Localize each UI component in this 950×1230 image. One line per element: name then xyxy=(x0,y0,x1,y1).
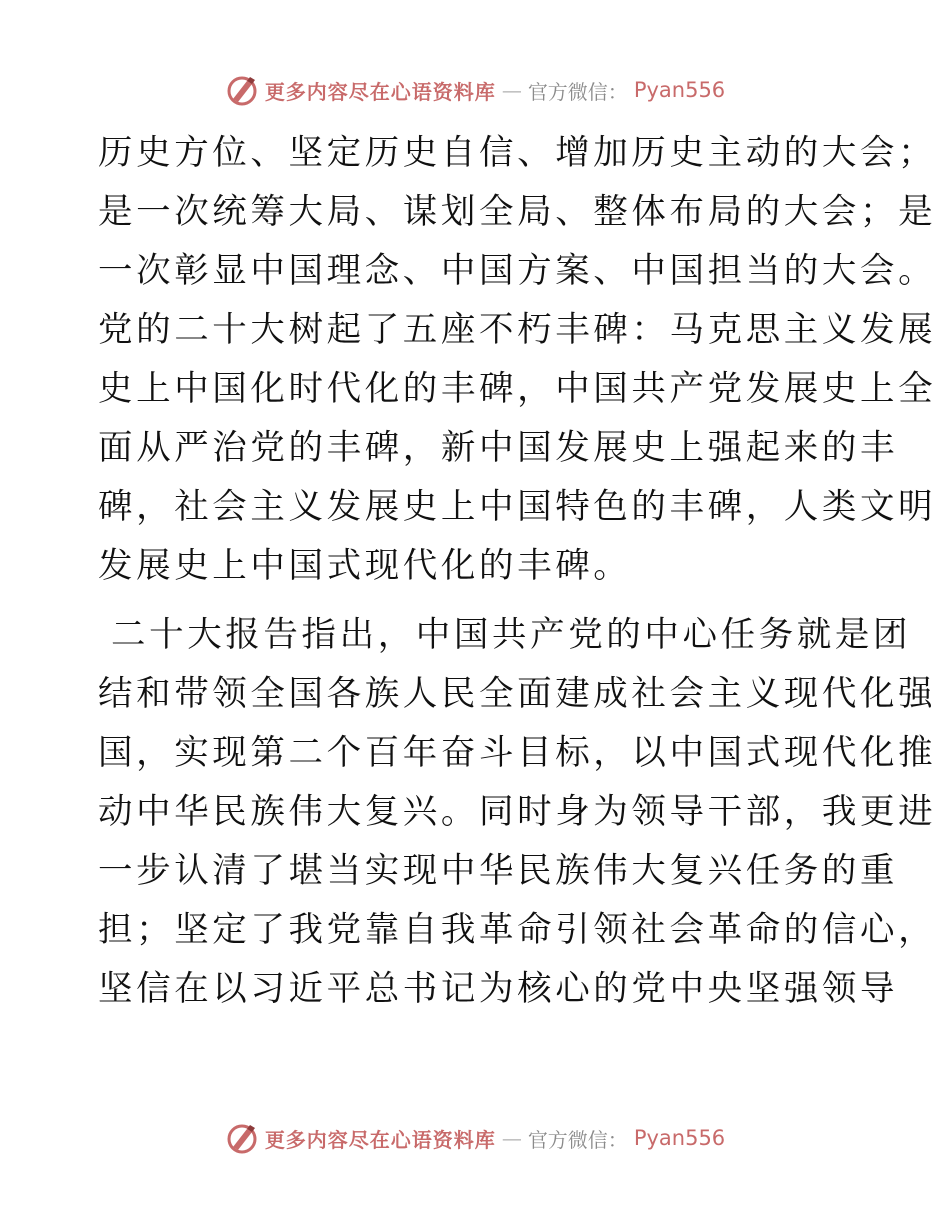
text-line: 碑，社会主义发展史上中国特色的丰碑，人类文明 xyxy=(98,487,937,527)
footer-site-text: 更多内容尽在心语资料库 xyxy=(264,1127,496,1152)
text-line: 坚信在以习近平总书记为核心的党中央坚强领导 xyxy=(98,969,899,1009)
text-line: 是一次统筹大局、谋划全局、整体布局的大会；是 xyxy=(98,192,937,232)
text-line: 一步认清了堪当实现中华民族伟大复兴任务的重 xyxy=(98,851,899,891)
document-body xyxy=(98,124,937,1019)
text-line: 党的二十大树起了五座不朽丰碑：马克思主义发展 xyxy=(98,310,937,350)
text-line: 史上中国化时代化的丰碑，中国共产党发展史上全 xyxy=(98,369,937,409)
text-line: 面从严治党的丰碑，新中国发展史上强起来的丰 xyxy=(98,428,899,468)
text-line: 结和带领全国各族人民全面建成社会主义现代化强 xyxy=(98,674,937,714)
text-line: 历史方位、坚定历史自信、增加历史主动的大会； xyxy=(98,133,937,173)
text-line: 发展史上中国式现代化的丰碑。 xyxy=(98,546,632,586)
pen-logo-icon xyxy=(225,1121,259,1155)
footer-wechat-id: Pyan556 xyxy=(633,1126,726,1150)
header-watermark xyxy=(0,70,950,110)
header-separator: — xyxy=(501,78,522,102)
text-line: 二十大报告指出，中国共产党的中心任务就是团 xyxy=(111,615,912,655)
text-line: 担；坚定了我党靠自我革命引领社会革命的信心， xyxy=(98,910,937,950)
footer-watermark xyxy=(0,1118,950,1158)
pen-logo-icon xyxy=(225,73,259,107)
text-line: 动中华民族伟大复兴。同时身为领导干部，我更进 xyxy=(98,792,937,832)
text-line: 国，实现第二个百年奋斗目标，以中国式现代化推 xyxy=(98,733,937,773)
footer-wechat-label: 官方微信： xyxy=(527,1127,628,1152)
paragraph-2 xyxy=(98,606,937,1019)
paragraph-1 xyxy=(98,124,937,596)
paragraph-gap xyxy=(98,596,858,606)
footer-separator: — xyxy=(501,1126,522,1150)
text-line: 一次彰显中国理念、中国方案、中国担当的大会。 xyxy=(98,251,937,291)
header-site-text: 更多内容尽在心语资料库 xyxy=(264,79,496,104)
header-wechat-id: Pyan556 xyxy=(633,78,726,102)
header-wechat-label: 官方微信： xyxy=(527,79,628,104)
